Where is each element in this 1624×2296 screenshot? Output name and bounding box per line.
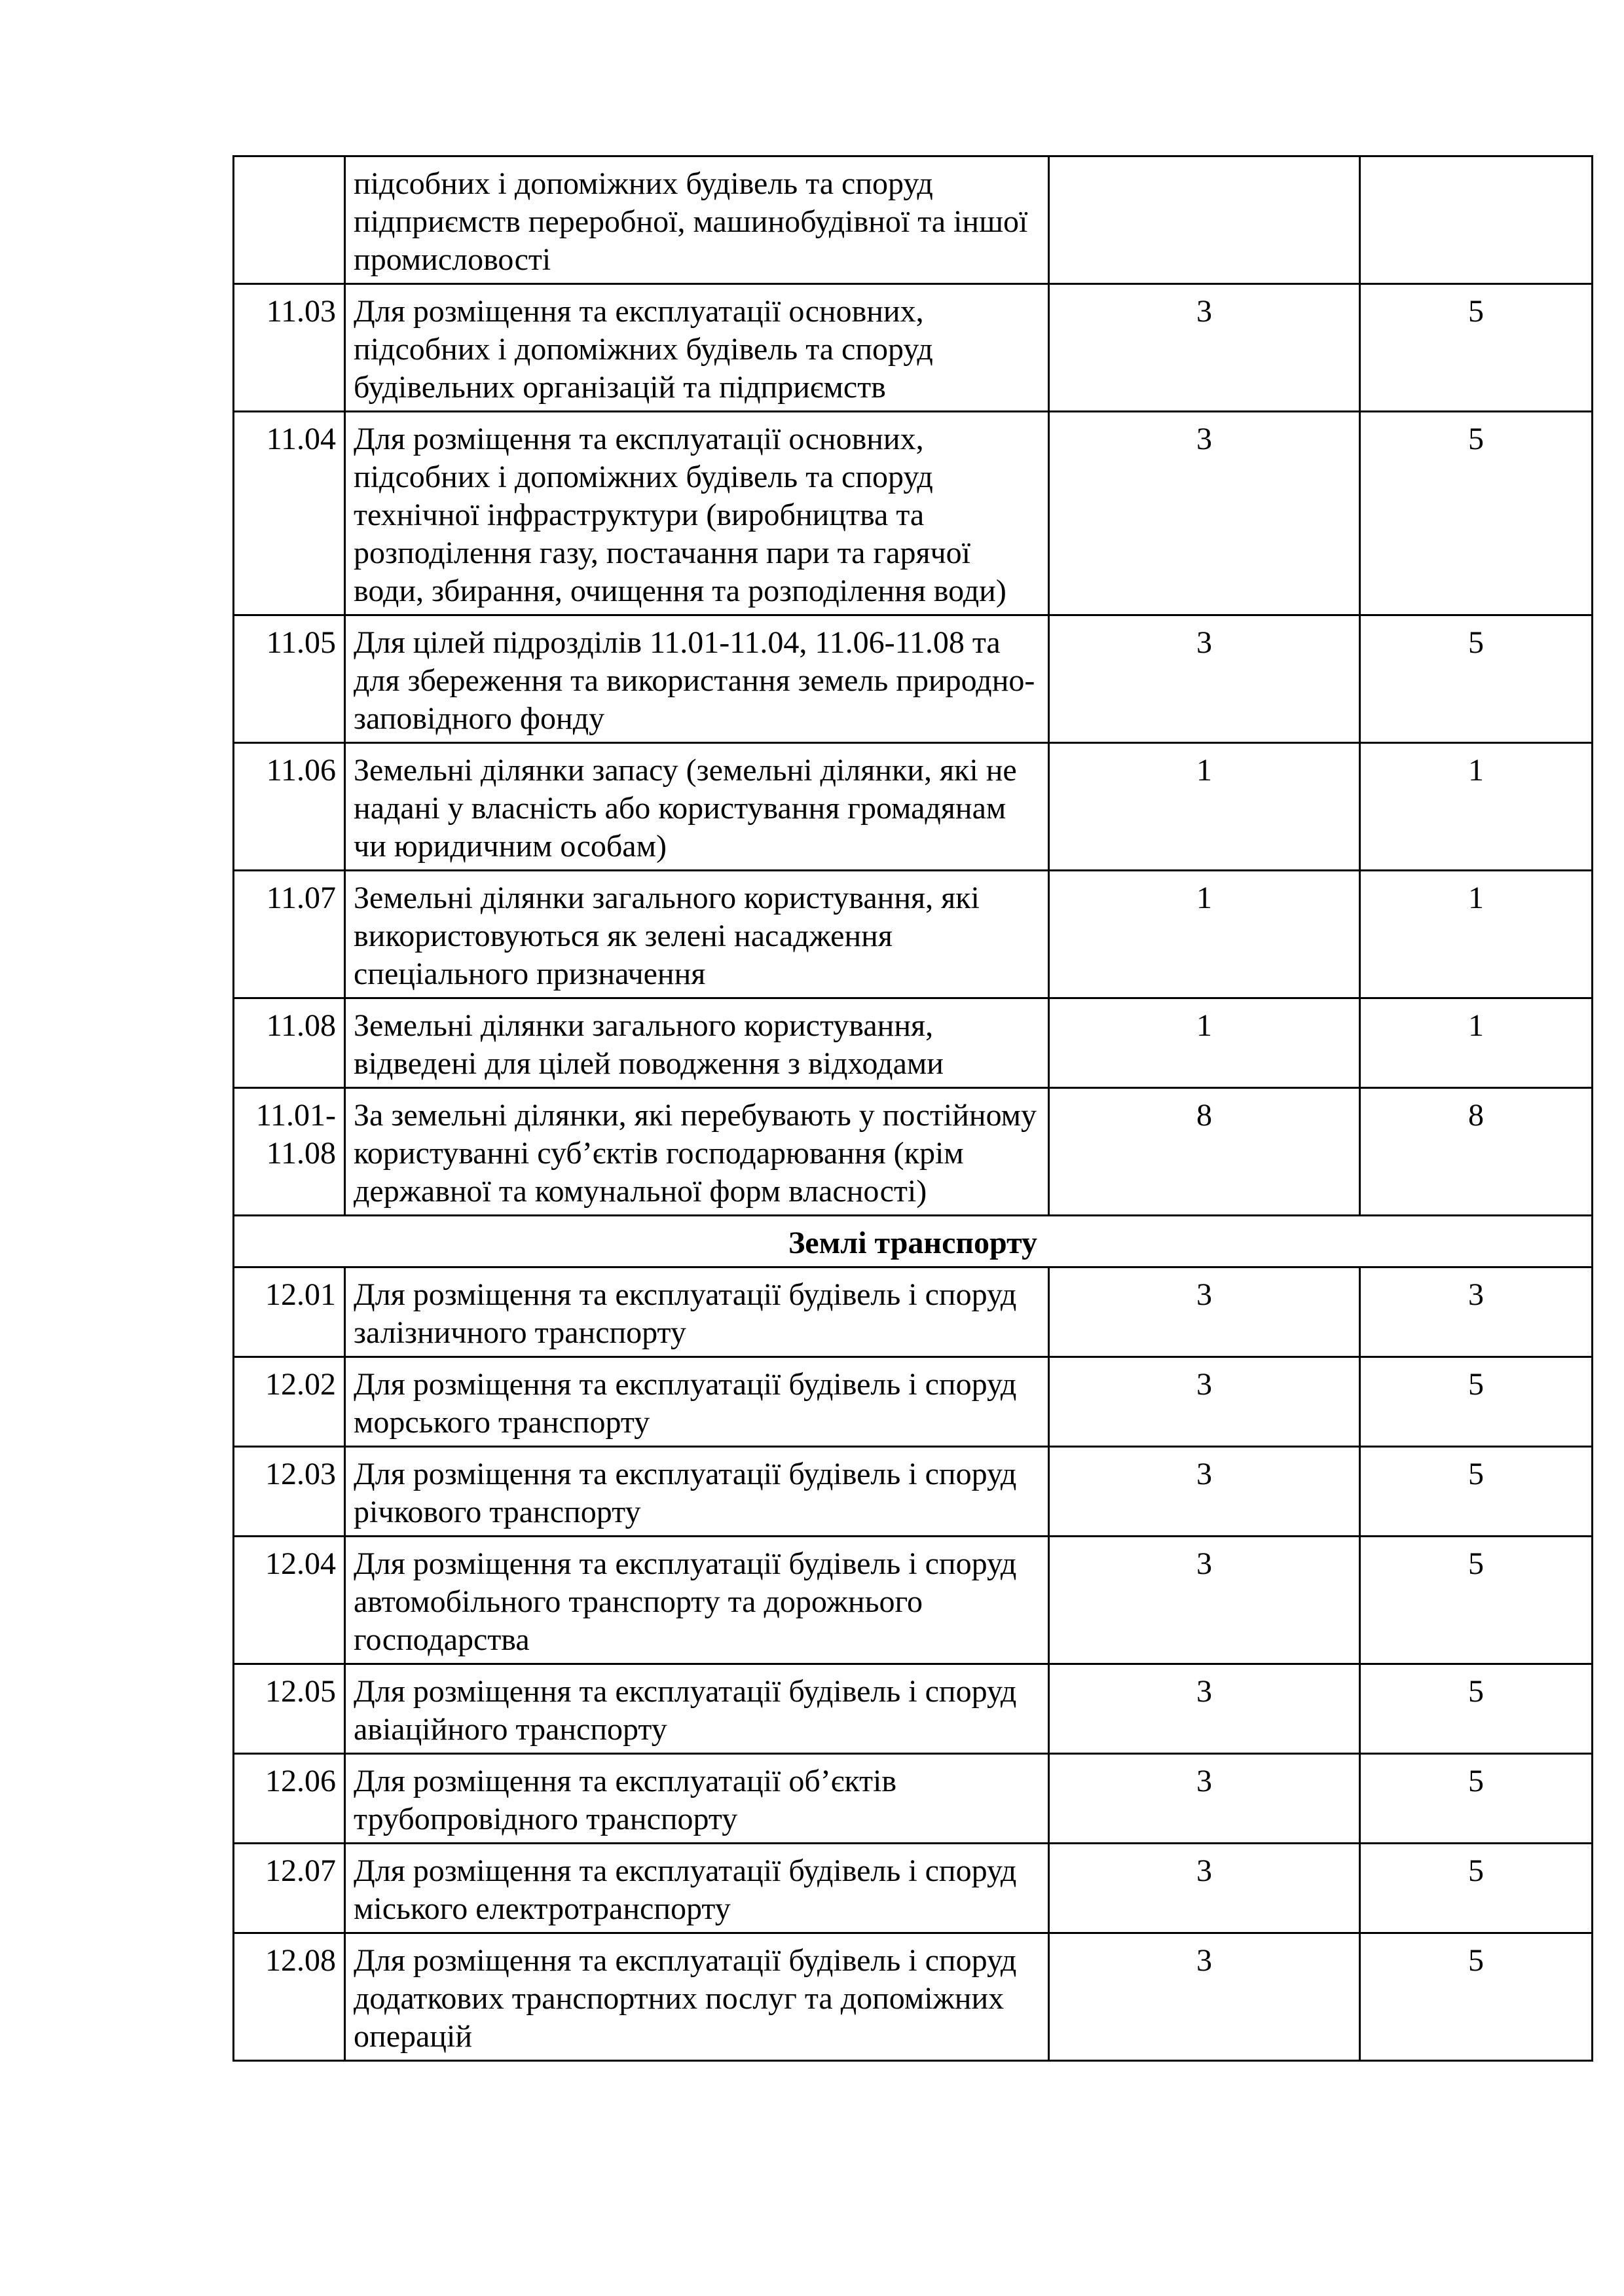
row-rate-2: 5 [1360, 284, 1593, 412]
row-code: 12.05 [234, 1664, 345, 1754]
row-code: 11.07 [234, 871, 345, 998]
table-row [234, 1754, 1593, 1844]
section-title: Землі транспорту [234, 1216, 1593, 1267]
row-rate-1: 3 [1049, 1933, 1360, 2061]
row-description: Для розміщення та експлуатації будівель і споруд автомобільного транспорту та дорожнього господарства [345, 1537, 1049, 1664]
row-description: підсобних і допоміжних будівель та споруд підприємств переробної, машинобудівної та іншої промисловості [345, 156, 1049, 284]
table-row [234, 1933, 1593, 2061]
row-code: 11.06 [234, 743, 345, 871]
table-row [234, 156, 1593, 284]
row-description: Для розміщення та експлуатації основних, підсобних і допоміжних будівель та споруд технічної інфраструктури (виробництва та розподілення газу, постачання пари та гарячої води, збирання, очищення та розподілення води) [345, 412, 1049, 615]
row-description: Для розміщення та експлуатації будівель і споруд морського транспорту [345, 1357, 1049, 1447]
row-rate-1: 1 [1049, 743, 1360, 871]
row-rate-1: 3 [1049, 1844, 1360, 1933]
row-rate-1: 3 [1049, 1447, 1360, 1537]
row-rate-2: 5 [1360, 1447, 1593, 1537]
row-rate-2: 5 [1360, 412, 1593, 615]
table-row [234, 412, 1593, 615]
row-rate-1: 3 [1049, 1754, 1360, 1844]
row-rate-1: 3 [1049, 412, 1360, 615]
row-rate-1: 3 [1049, 1664, 1360, 1754]
row-rate-1: 3 [1049, 1267, 1360, 1357]
row-description: Для розміщення та експлуатації об’єктів трубопровідного транспорту [345, 1754, 1049, 1844]
section-row [234, 1216, 1593, 1267]
row-code: 11.01-11.08 [234, 1088, 345, 1216]
table-row [234, 1537, 1593, 1664]
row-code: 11.04 [234, 412, 345, 615]
table-row [234, 871, 1593, 998]
row-rate-2: 5 [1360, 615, 1593, 743]
row-rate-1: 3 [1049, 1357, 1360, 1447]
row-code: 11.08 [234, 998, 345, 1088]
row-description: Для розміщення та експлуатації основних, підсобних і допоміжних будівель та споруд будівельних організацій та підприємств [345, 284, 1049, 412]
row-rate-2: 5 [1360, 1357, 1593, 1447]
table-row [234, 284, 1593, 412]
row-rate-2: 5 [1360, 1754, 1593, 1844]
table-row [234, 743, 1593, 871]
table-row [234, 1357, 1593, 1447]
table-row [234, 998, 1593, 1088]
row-rate-2: 1 [1360, 743, 1593, 871]
row-rate-2: 8 [1360, 1088, 1593, 1216]
row-rate-2: 1 [1360, 871, 1593, 998]
row-rate-2: 1 [1360, 998, 1593, 1088]
table-row [234, 1088, 1593, 1216]
table-body [234, 156, 1593, 2061]
row-description: Для розміщення та експлуатації будівель і споруд авіаційного транспорту [345, 1664, 1049, 1754]
land-tax-rates-table [232, 155, 1593, 2062]
row-rate-2: 5 [1360, 1664, 1593, 1754]
row-rate-2: 3 [1360, 1267, 1593, 1357]
row-rate-2: 5 [1360, 1537, 1593, 1664]
row-rate-2 [1360, 156, 1593, 284]
row-code [234, 156, 345, 284]
row-description: Земельні ділянки загального користування, які використовуються як зелені насадження спеціального призначення [345, 871, 1049, 998]
row-code: 12.03 [234, 1447, 345, 1537]
row-description: Для розміщення та експлуатації будівель і споруд додаткових транспортних послуг та допоміжних операцій [345, 1933, 1049, 2061]
row-code: 12.02 [234, 1357, 345, 1447]
row-description: Земельні ділянки запасу (земельні ділянки, які не надані у власність або користування громадянам чи юридичним особам) [345, 743, 1049, 871]
row-rate-2: 5 [1360, 1844, 1593, 1933]
row-rate-1: 3 [1049, 1537, 1360, 1664]
row-description: Для цілей підрозділів 11.01-11.04, 11.06-11.08 та для збереження та використання земель природно-заповідного фонду [345, 615, 1049, 743]
row-code: 11.03 [234, 284, 345, 412]
row-description: Для розміщення та експлуатації будівель і споруд залізничного транспорту [345, 1267, 1049, 1357]
table-row [234, 615, 1593, 743]
row-rate-1: 1 [1049, 998, 1360, 1088]
row-code: 12.04 [234, 1537, 345, 1664]
row-rate-1: 1 [1049, 871, 1360, 998]
row-rate-2: 5 [1360, 1933, 1593, 2061]
row-code: 12.07 [234, 1844, 345, 1933]
row-rate-1: 3 [1049, 284, 1360, 412]
table-row [234, 1664, 1593, 1754]
row-rate-1 [1049, 156, 1360, 284]
table-row [234, 1267, 1593, 1357]
row-description: Земельні ділянки загального користування, відведені для цілей поводження з відходами [345, 998, 1049, 1088]
row-rate-1: 8 [1049, 1088, 1360, 1216]
row-code: 12.06 [234, 1754, 345, 1844]
row-code: 11.05 [234, 615, 345, 743]
row-description: Для розміщення та експлуатації будівель і споруд міського електротранспорту [345, 1844, 1049, 1933]
row-description: За земельні ділянки, які перебувають у постійному користуванні суб’єктів господарювання (крім державної та комунальної форм власності) [345, 1088, 1049, 1216]
row-code: 12.08 [234, 1933, 345, 2061]
table-row [234, 1447, 1593, 1537]
row-rate-1: 3 [1049, 615, 1360, 743]
row-code: 12.01 [234, 1267, 345, 1357]
table-row [234, 1844, 1593, 1933]
row-description: Для розміщення та експлуатації будівель і споруд річкового транспорту [345, 1447, 1049, 1537]
